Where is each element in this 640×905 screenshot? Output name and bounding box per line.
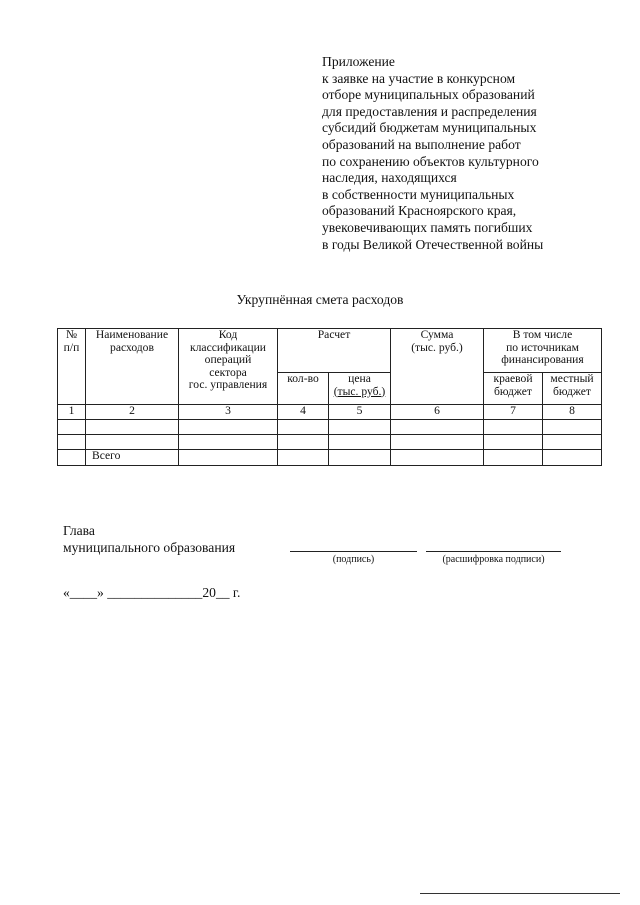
annex-heading: [322, 54, 622, 253]
annex-line: увековечивающих память погибших: [322, 219, 533, 235]
column-number: 8: [543, 405, 602, 420]
annex-line: к заявке на участие в конкурсном: [322, 70, 516, 86]
signature-decode-caption: (расшифровка подписи): [442, 554, 545, 565]
total-row: [58, 450, 602, 466]
signature-line: [290, 551, 417, 552]
day-blank: ____: [69, 585, 97, 600]
annex-line: образований Красноярского края,: [322, 203, 517, 219]
column-number: 2: [86, 405, 179, 420]
header-expense-name: Наименование расходов: [86, 329, 179, 405]
annex-line: отборе муниципальных образований: [322, 87, 535, 103]
table-row: [58, 435, 602, 450]
estimate-table: [57, 328, 602, 466]
column-number: 6: [391, 405, 484, 420]
signature-caption: (подпись): [332, 554, 375, 565]
footer-rule: [420, 893, 620, 894]
signatory-title: Глава муниципального образования: [63, 523, 236, 555]
month-blank: ______________: [107, 585, 203, 600]
annex-line: субсидий бюджетам муниципальных: [322, 120, 537, 136]
annex-line: в годы Великой Отечественной войны: [322, 236, 544, 252]
annex-line: в собственности муниципальных: [322, 186, 515, 202]
column-number: 4: [278, 405, 329, 420]
total-label: Всего: [86, 450, 179, 466]
header-number: № п/п: [58, 329, 86, 405]
header-regional-budget: краевой бюджет: [484, 373, 543, 405]
annex-line: Приложение: [322, 54, 395, 69]
year-blank: __: [215, 585, 230, 600]
table-row: [58, 420, 602, 435]
header-local-budget: местный бюджет: [543, 373, 602, 405]
signature-decode-line: [426, 551, 561, 552]
header-price: цена (тыс. руб.): [329, 373, 391, 405]
annex-line: для предоставления и распределения: [322, 103, 537, 119]
column-numbers-row: [58, 405, 602, 420]
document-title: Укрупнённая смета расходов: [236, 292, 404, 307]
header-quantity: кол-во: [278, 373, 329, 405]
header-including: В том числе по источникам финансирования: [484, 329, 602, 373]
column-number: 1: [58, 405, 86, 420]
annex-line: наследия, находящихся: [322, 170, 457, 186]
column-number: 7: [484, 405, 543, 420]
annex-line: по сохранению объектов культурного: [322, 153, 539, 169]
date-line: «____» ______________20__ г.: [63, 585, 241, 600]
column-number: 3: [179, 405, 278, 420]
column-number: 5: [329, 405, 391, 420]
header-sum: Сумма (тыс. руб.): [391, 329, 484, 405]
annex-line: образований на выполнение работ: [322, 136, 521, 152]
header-calculation: Расчет: [278, 329, 391, 373]
header-classification-code: Код классификации операций сектора гос. управления: [179, 329, 278, 405]
